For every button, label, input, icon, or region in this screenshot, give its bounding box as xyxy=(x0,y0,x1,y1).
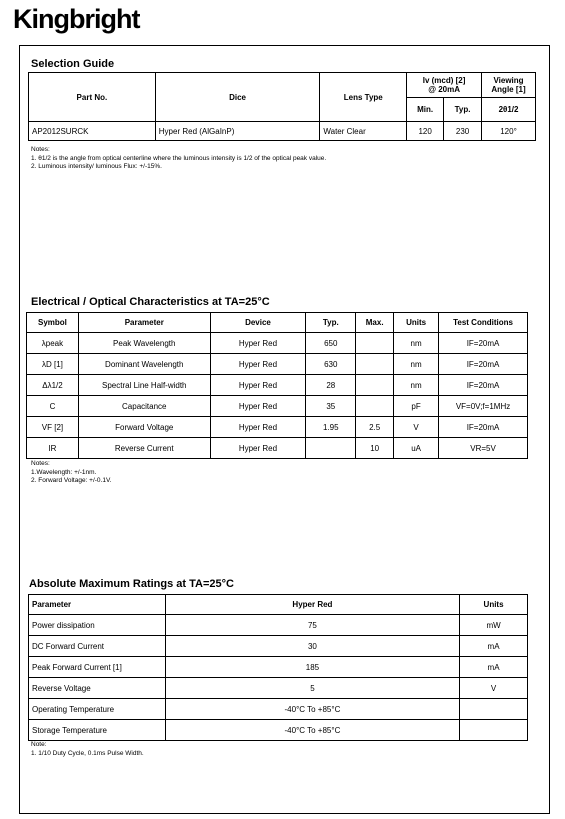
absolute-title: Absolute Maximum Ratings at TA=25°C xyxy=(29,578,234,590)
header-iv-label: Iv (mcd) [2] xyxy=(422,76,466,85)
table-row xyxy=(29,699,528,720)
cell-units: nm xyxy=(394,333,439,354)
cell-test-conditions: IF=20mA xyxy=(439,417,528,438)
cell-value: -40°C To +85°C xyxy=(165,720,459,741)
cell-device: Hyper Red xyxy=(210,375,306,396)
note-line: Note: xyxy=(31,741,47,748)
header-angle-label: Angle [1] xyxy=(491,85,526,94)
cell-symbol: VF [2] xyxy=(27,417,79,438)
header-units: Units xyxy=(394,313,439,333)
cell-max: 10 xyxy=(356,438,394,459)
header-parameter: Parameter xyxy=(78,313,210,333)
cell-device: Hyper Red xyxy=(210,438,306,459)
header-theta: 2θ1/2 xyxy=(482,98,536,122)
cell-units: uA xyxy=(394,438,439,459)
cell-max xyxy=(356,333,394,354)
cell-max: 2.5 xyxy=(356,417,394,438)
note-line: 2. Luminous intensity/ luminous Flux: +/-15%. xyxy=(31,163,162,170)
cell-units: mW xyxy=(460,615,528,636)
cell-min: 120 xyxy=(407,122,444,141)
absolute-table xyxy=(28,594,528,741)
cell-parameter: Forward Voltage xyxy=(78,417,210,438)
cell-device: Hyper Red xyxy=(210,354,306,375)
cell-symbol: λpeak xyxy=(27,333,79,354)
cell-device: Hyper Red xyxy=(210,396,306,417)
header-max: Max. xyxy=(356,313,394,333)
cell-units: nm xyxy=(394,354,439,375)
cell-test-conditions: VF=0V;f=1MHz xyxy=(439,396,528,417)
table-row xyxy=(29,122,536,141)
cell-parameter: Peak Forward Current [1] xyxy=(29,657,166,678)
table-row xyxy=(29,615,528,636)
cell-symbol: λD [1] xyxy=(27,354,79,375)
note-line: 2. Forward Voltage: +/-0.1V. xyxy=(31,477,112,484)
cell-typ: 630 xyxy=(306,354,356,375)
cell-test-conditions: VR=5V xyxy=(439,438,528,459)
cell-max xyxy=(356,396,394,417)
header-viewing-label: Viewing xyxy=(493,76,524,85)
cell-parameter: Reverse Voltage xyxy=(29,678,166,699)
cell-max xyxy=(356,354,394,375)
note-line: Notes: xyxy=(31,460,50,467)
cell-units: V xyxy=(394,417,439,438)
cell-value: 30 xyxy=(165,636,459,657)
cell-parameter: Power dissipation xyxy=(29,615,166,636)
cell-symbol: Δλ1/2 xyxy=(27,375,79,396)
table-row xyxy=(27,354,528,375)
header-viewing-angle xyxy=(482,73,536,98)
cell-test-conditions: IF=20mA xyxy=(439,375,528,396)
table-row xyxy=(27,417,528,438)
cell-units xyxy=(460,720,528,741)
cell-test-conditions: IF=20mA xyxy=(439,354,528,375)
header-device: Device xyxy=(210,313,306,333)
table-row xyxy=(27,396,528,417)
cell-typ: 35 xyxy=(306,396,356,417)
cell-parameter: Spectral Line Half-width xyxy=(78,375,210,396)
cell-device: Hyper Red xyxy=(210,417,306,438)
cell-value: -40°C To +85°C xyxy=(165,699,459,720)
cell-parameter: Storage Temperature xyxy=(29,720,166,741)
cell-parameter: Dominant Wavelength xyxy=(78,354,210,375)
cell-max xyxy=(356,375,394,396)
cell-units: V xyxy=(460,678,528,699)
table-row xyxy=(27,375,528,396)
cell-parameter: Operating Temperature xyxy=(29,699,166,720)
header-iv xyxy=(407,73,482,98)
cell-dice: Hyper Red (AlGaInP) xyxy=(155,122,320,141)
absolute-notes xyxy=(31,741,144,758)
cell-typ xyxy=(306,438,356,459)
header-dice: Dice xyxy=(155,73,320,122)
table-row xyxy=(27,333,528,354)
header-typ: Typ. xyxy=(306,313,356,333)
cell-parameter: DC Forward Current xyxy=(29,636,166,657)
cell-typ: 28 xyxy=(306,375,356,396)
cell-value: 5 xyxy=(165,678,459,699)
absolute-header-row xyxy=(29,595,528,615)
header-part-no: Part No. xyxy=(29,73,156,122)
header-iv-condition: @ 20mA xyxy=(428,85,460,94)
selection-guide-table xyxy=(28,72,536,141)
header-symbol: Symbol xyxy=(27,313,79,333)
cell-units: nm xyxy=(394,375,439,396)
table-row xyxy=(29,720,528,741)
selection-guide-notes xyxy=(31,146,326,172)
note-line: 1.Wavelength: +/-1nm. xyxy=(31,468,97,476)
header-lens-type: Lens Type xyxy=(320,73,407,122)
table-row xyxy=(27,438,528,459)
note-line: Notes: xyxy=(31,146,50,153)
note-line: 1. 1/10 Duty Cycle, 0.1ms Pulse Width. xyxy=(31,749,144,757)
cell-device: Hyper Red xyxy=(210,333,306,354)
electrical-notes xyxy=(31,460,112,486)
electrical-title: Electrical / Optical Characteristics at TA=25°C xyxy=(31,296,270,308)
cell-parameter: Peak Wavelength xyxy=(78,333,210,354)
header-min: Min. xyxy=(407,98,444,122)
cell-parameter: Capacitance xyxy=(78,396,210,417)
cell-typ: 230 xyxy=(444,122,482,141)
table-row xyxy=(29,657,528,678)
header-typ: Typ. xyxy=(444,98,482,122)
cell-units: pF xyxy=(394,396,439,417)
cell-angle: 120° xyxy=(482,122,536,141)
cell-lens-type: Water Clear xyxy=(320,122,407,141)
selection-guide-title: Selection Guide xyxy=(31,58,115,70)
cell-units xyxy=(460,699,528,720)
electrical-header-row xyxy=(27,313,528,333)
cell-units: mA xyxy=(460,657,528,678)
cell-value: 185 xyxy=(165,657,459,678)
cell-test-conditions: IF=20mA xyxy=(439,333,528,354)
cell-typ: 650 xyxy=(306,333,356,354)
header-parameter: Parameter xyxy=(29,595,166,615)
cell-symbol: C xyxy=(27,396,79,417)
electrical-table xyxy=(26,312,528,459)
cell-parameter: Reverse Current xyxy=(78,438,210,459)
cell-units: mA xyxy=(460,636,528,657)
cell-value: 75 xyxy=(165,615,459,636)
brand-logo: Kingbright xyxy=(13,4,140,34)
table-row xyxy=(29,678,528,699)
header-units: Units xyxy=(460,595,528,615)
note-line: 1. θ1/2 is the angle from optical centerline where the luminous intensity is 1/2 of the optical peak value. xyxy=(31,154,327,162)
table-row xyxy=(29,636,528,657)
cell-part-no: AP2012SURCK xyxy=(29,122,156,141)
header-test-conditions: Test Conditions xyxy=(439,313,528,333)
cell-typ: 1.95 xyxy=(306,417,356,438)
cell-symbol: IR xyxy=(27,438,79,459)
header-hyper-red: Hyper Red xyxy=(165,595,459,615)
